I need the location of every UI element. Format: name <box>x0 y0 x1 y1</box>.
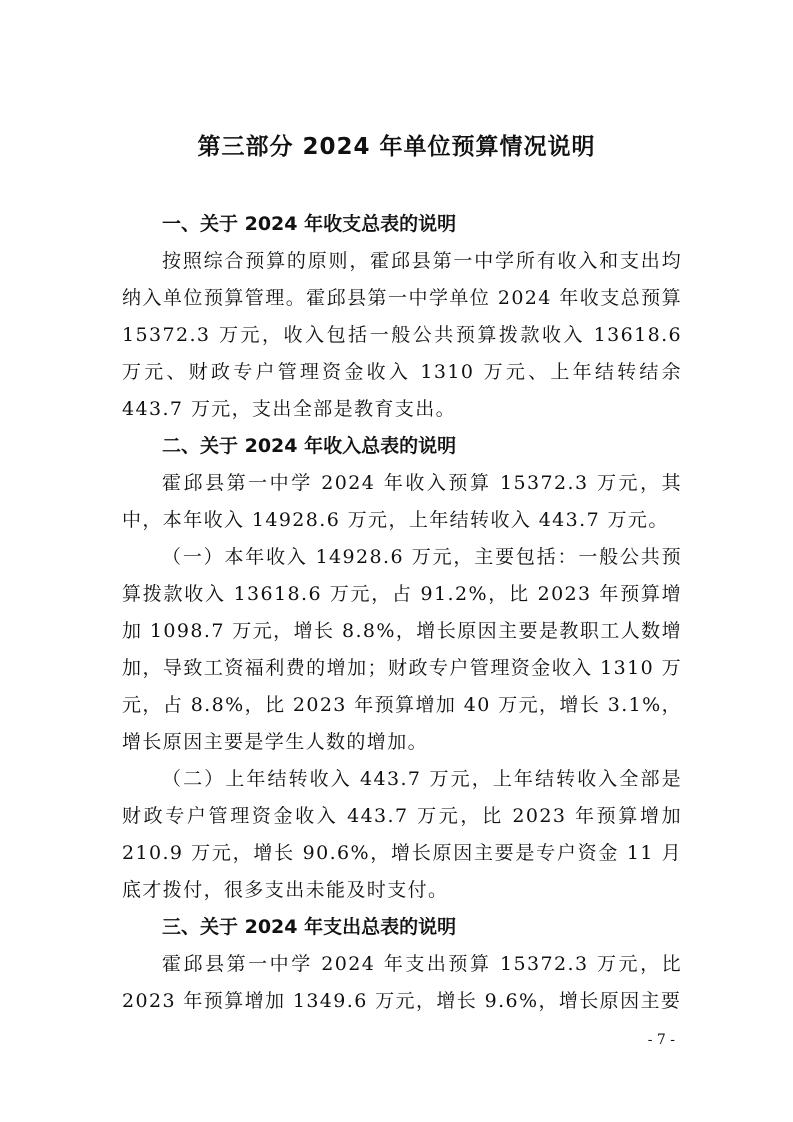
document-body <box>122 206 682 1020</box>
page-title: 第三部分 2024 年单位预算情况说明 <box>197 134 596 160</box>
paragraph-expense-summary: 霍邱县第一中学 2024 年支出预算 15372.3 万元，比 2023 年预算增加 1349.6 万元，增长 9.6%，增长原因主要 <box>122 953 682 1012</box>
page-number: - 7 - <box>647 1032 675 1048</box>
section-heading-income-summary: 二、关于 2024 年收入总表的说明 <box>162 435 457 457</box>
paragraph-income-summary: 霍邱县第一中学 2024 年收入预算 15372.3 万元，其中，本年收入 14928.6 万元，上年结转收入 443.7 万元。 <box>122 472 682 531</box>
paragraph-prior-year-carryover: （二）上年结转收入 443.7 万元，上年结转收入全部是财政专户管理资金收入 443.7 万元，比 2023 年预算增加 210.9 万元，增长 90.6%，增长原因主要是专户资金 11 月底才拨付，很多支出未能及时支付。 <box>122 768 682 901</box>
section-heading-expense-summary: 三、关于 2024 年支出总表的说明 <box>162 916 457 938</box>
paragraph-current-year-income: （一）本年收入 14928.6 万元，主要包括：一般公共预算拨款收入 13618.6 万元，占 91.2%，比 2023 年预算增加 1098.7 万元，增长 8.8%，增长原因主要是教职工人数增加，导致工资福利费的增加；财政专户管理资金收入 1310 万元，占 8.8%，比 2023 年预算增加 40 万元，增长 3.1%，增长原因主要是学生人数的增加。 <box>122 546 682 753</box>
paragraph-income-expense-summary: 按照综合预算的原则，霍邱县第一中学所有收入和支出均纳入单位预算管理。霍邱县第一中学单位 2024 年收支总预算 15372.3 万元，收入包括一般公共预算拨款收入 13618.6 万元、财政专户管理资金收入 1310 万元、上年结转结余 443.7 万元，支出全部是教育支出。 <box>122 250 682 420</box>
section-heading-income-expense-summary: 一、关于 2024 年收支总表的说明 <box>162 213 457 235</box>
